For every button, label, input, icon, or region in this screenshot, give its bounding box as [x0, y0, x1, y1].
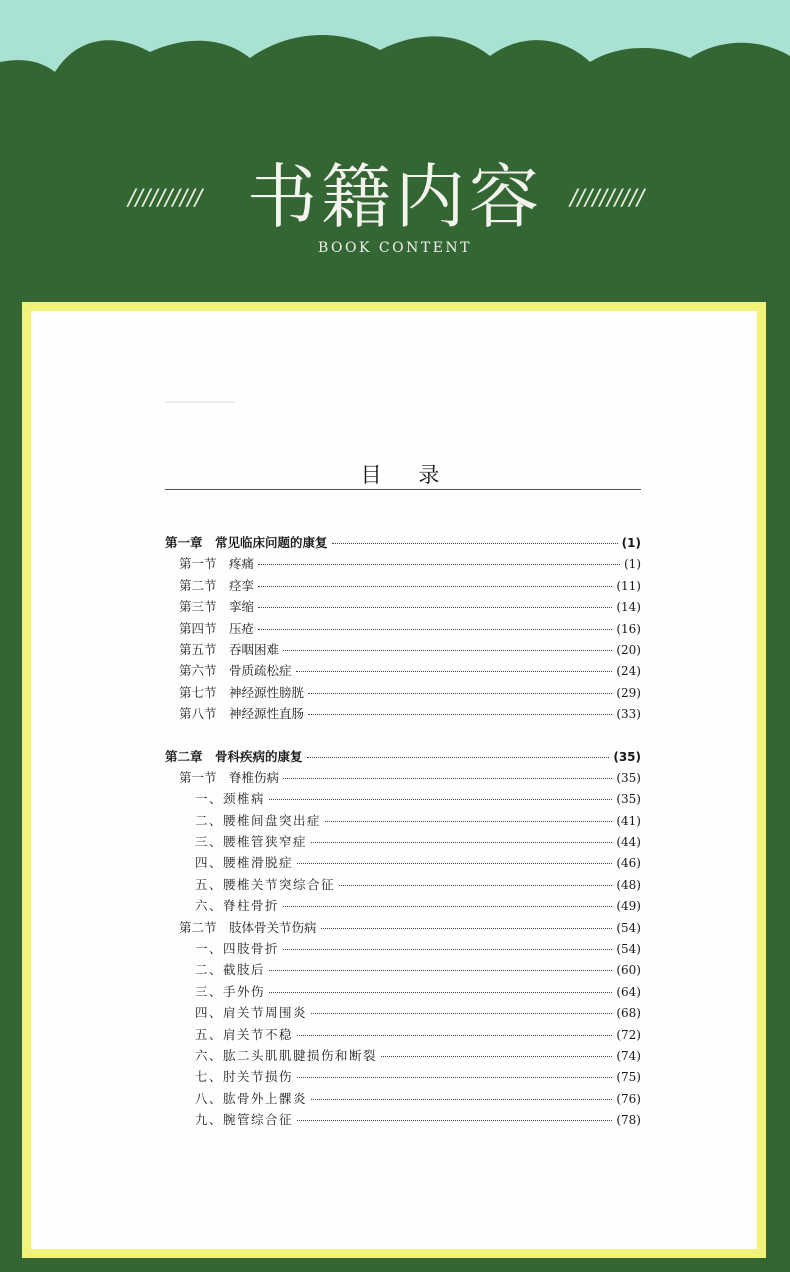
toc-entry-page: (74): [616, 1048, 641, 1063]
toc-entry-page: (41): [616, 813, 641, 828]
sky-hills-banner: [0, 0, 790, 120]
content-frame: [22, 302, 766, 1258]
toc-entry-label: 四、肩关节周围炎: [195, 1005, 308, 1021]
toc-entry-page: (14): [616, 600, 641, 615]
toc-dot-leader: [283, 650, 612, 651]
toc-dot-leader: [297, 863, 612, 864]
faint-print-mark: [165, 401, 235, 403]
toc-item-row: [165, 1025, 641, 1046]
toc-entry-label: 二、截肢后: [195, 962, 266, 978]
toc-entry-label: 一、颈椎病: [195, 791, 266, 807]
toc-section-row: [165, 576, 641, 597]
toc-entry-page: (46): [616, 856, 641, 871]
toc-entry-page: (29): [616, 685, 641, 700]
toc-chapter-row: [165, 533, 641, 554]
toc-entry-label: 六、肱二头肌肌腱损伤和断裂: [195, 1047, 378, 1063]
toc-dot-leader: [307, 757, 610, 758]
toc-section-row: [165, 597, 641, 618]
toc-item-row: [165, 875, 641, 896]
toc-item-row: [165, 896, 641, 917]
toc-entry-label: 五、肩关节不稳: [195, 1026, 294, 1042]
toc-entry-label: 第二节 肢体骨关节伤病: [179, 919, 317, 935]
toc-entry-label: 七、肘关节损伤: [195, 1069, 294, 1085]
decorative-slashes-left: //////////: [128, 186, 203, 211]
toc-entry-label: 第五节 吞咽困难: [179, 641, 280, 657]
toc-entry-page: (48): [616, 877, 641, 892]
toc-entry-page: (35): [616, 792, 641, 807]
toc-entry-page: (33): [616, 707, 641, 722]
toc-entry-label: 三、腰椎管狭窄症: [195, 834, 308, 850]
toc-entry-page: (54): [616, 920, 641, 935]
toc-entry-label: 第一章 常见临床问题的康复: [165, 535, 328, 550]
toc-section-row: [165, 918, 641, 939]
toc-entry-label: 四、腰椎滑脱症: [195, 855, 294, 871]
toc-section-row: [165, 554, 641, 575]
toc-dot-leader: [308, 714, 612, 715]
toc-item-row: [165, 789, 641, 810]
toc-entry-label: 八、肱骨外上髁炎: [195, 1090, 308, 1106]
toc-item-row: [165, 811, 641, 832]
toc-dot-leader: [258, 586, 612, 587]
toc-entry-page: (35): [616, 770, 641, 785]
toc-entry-label: 第四节 压疮: [179, 620, 255, 636]
toc-entry-label: 二、腰椎间盘突出症: [195, 812, 322, 828]
toc-section-row: [165, 768, 641, 789]
toc-chapter-row: [165, 747, 641, 768]
toc-entry-page: (11): [616, 578, 641, 593]
toc-dot-leader: [321, 928, 613, 929]
page-title: 书籍内容: [247, 156, 543, 238]
toc-dot-leader: [283, 778, 612, 779]
toc-entry-label: 第一节 脊椎伤病: [179, 769, 280, 785]
toc-entry-label: 九、腕管综合征: [195, 1112, 294, 1128]
toc-entry-page: (78): [616, 1113, 641, 1128]
toc-dot-leader: [296, 671, 613, 672]
toc-entry-label: 第八节 神经源性直肠: [179, 706, 305, 722]
toc-section-row: [165, 640, 641, 661]
page-subtitle: BOOK CONTENT: [318, 240, 472, 256]
toc-entry-page: (64): [616, 984, 641, 999]
toc-entry-page: (72): [616, 1027, 641, 1042]
toc-entry-page: (49): [616, 899, 641, 914]
toc-dot-leader: [283, 949, 612, 950]
toc-dot-leader: [311, 842, 612, 843]
toc-entry-page: (76): [616, 1091, 641, 1106]
toc-entry-page: (68): [616, 1006, 641, 1021]
toc-entry-page: (24): [616, 664, 641, 679]
toc-entry-label: 第六节 骨质疏松症: [179, 663, 292, 679]
toc-entry-label: 第一节 疼痛: [179, 556, 255, 572]
toc-section-row: [165, 704, 641, 725]
toc-dot-leader: [283, 906, 612, 907]
toc-entry-label: 一、四肢骨折: [195, 941, 280, 957]
toc-item-row: [165, 1067, 641, 1088]
toc-dot-leader: [311, 1099, 612, 1100]
toc-dot-leader: [258, 629, 612, 630]
toc-item-row: [165, 939, 641, 960]
toc-dot-leader: [332, 543, 618, 544]
toc-item-row: [165, 853, 641, 874]
toc-entry-page: (1): [621, 536, 641, 550]
toc-item-row: [165, 832, 641, 853]
toc-entry-page: (44): [616, 835, 641, 850]
toc-dot-leader: [258, 607, 612, 608]
toc-entry-page: (60): [616, 963, 641, 978]
toc-item-row: [165, 1003, 641, 1024]
toc-item-row: [165, 1110, 641, 1131]
toc-dot-leader: [269, 970, 612, 971]
toc-entry-label: 第二节 痉挛: [179, 577, 255, 593]
toc-divider: [165, 489, 641, 490]
toc-dot-leader: [297, 1035, 612, 1036]
toc-dot-leader: [269, 799, 612, 800]
toc-entry-label: 五、腰椎关节突综合征: [195, 876, 336, 892]
toc-dot-leader: [297, 1120, 612, 1121]
toc-dot-leader: [339, 885, 612, 886]
toc-dot-leader: [325, 821, 612, 822]
toc-entry-page: (75): [616, 1070, 641, 1085]
toc-item-row: [165, 1089, 641, 1110]
toc-dot-leader: [258, 564, 620, 565]
toc-dot-leader: [308, 693, 612, 694]
toc-entry-page: (16): [616, 621, 641, 636]
toc-list: [165, 533, 641, 1132]
toc-entry-page: (20): [616, 642, 641, 657]
toc-section-row: [165, 683, 641, 704]
decorative-slashes-right: //////////: [570, 186, 645, 211]
toc-entry-page: (1): [624, 557, 641, 572]
header: [0, 150, 790, 270]
toc-dot-leader: [311, 1013, 612, 1014]
toc-item-row: [165, 960, 641, 981]
toc-dot-leader: [381, 1056, 612, 1057]
toc-item-row: [165, 1046, 641, 1067]
toc-section-row: [165, 619, 641, 640]
toc-item-row: [165, 982, 641, 1003]
toc-entry-label: 第三节 挛缩: [179, 599, 255, 615]
toc-title: 目 录: [360, 463, 440, 487]
toc-entry-label: 六、脊柱骨折: [195, 898, 280, 914]
toc-entry-page: (54): [616, 942, 641, 957]
toc-dot-leader: [269, 992, 612, 993]
toc-dot-leader: [297, 1077, 612, 1078]
toc-section-row: [165, 661, 641, 682]
toc-entry-page: (35): [613, 749, 641, 764]
book-page: [31, 311, 757, 1249]
toc-entry-label: 三、手外伤: [195, 983, 266, 999]
toc-entry-label: 第二章 骨科疾病的康复: [165, 748, 303, 764]
toc-entry-label: 第七节 神经源性膀胱: [179, 684, 305, 700]
